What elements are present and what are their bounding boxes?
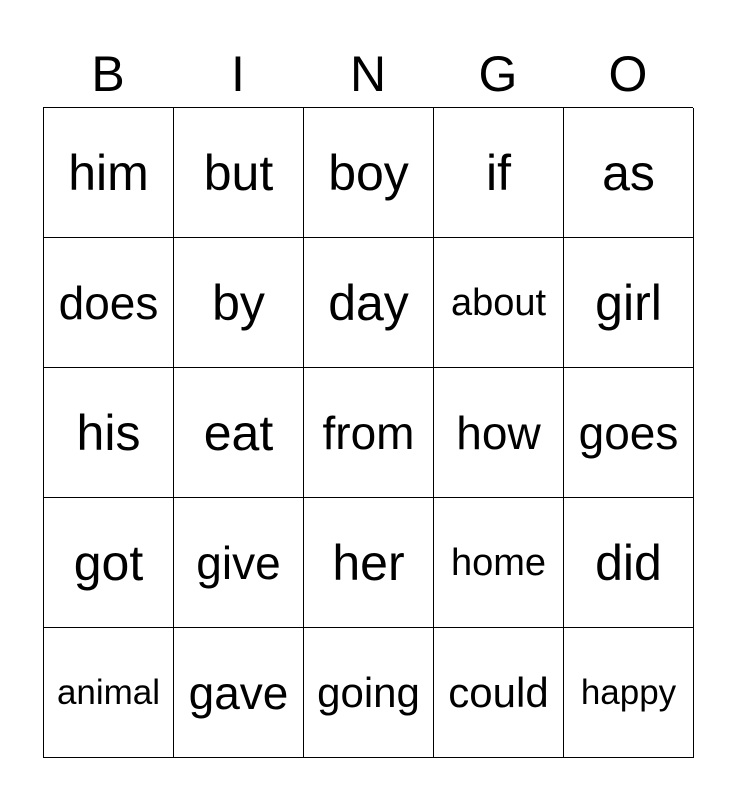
bingo-cell-r5-c1[interactable]: animal [44, 628, 174, 758]
bingo-cell-r3-c5[interactable]: goes [564, 368, 694, 498]
bingo-cell-r5-c3[interactable]: going [304, 628, 434, 758]
bingo-cell-r2-c1[interactable]: does [44, 238, 174, 368]
bingo-cell-r3-c2[interactable]: eat [174, 368, 304, 498]
bingo-cell-r4-c3[interactable]: her [304, 498, 434, 628]
bingo-cell-r5-c5[interactable]: happy [564, 628, 694, 758]
header-letter-i: I [231, 45, 245, 102]
bingo-cell-r1-c5[interactable]: as [564, 108, 694, 238]
bingo-cell-r3-c3[interactable]: from [304, 368, 434, 498]
bingo-cell-r2-c2[interactable]: by [174, 238, 304, 368]
bingo-cell-r3-c4[interactable]: how [434, 368, 564, 498]
header-letter-o: O [608, 45, 648, 102]
bingo-header [43, 40, 693, 107]
bingo-cell-r4-c2[interactable]: give [174, 498, 304, 628]
bingo-cell-r5-c2[interactable]: gave [174, 628, 304, 758]
bingo-cell-r1-c1[interactable]: him [44, 108, 174, 238]
bingo-cell-r2-c4[interactable]: about [434, 238, 564, 368]
bingo-cell-r4-c5[interactable]: did [564, 498, 694, 628]
header-letter-b: B [91, 45, 125, 102]
bingo-cell-r1-c4[interactable]: if [434, 108, 564, 238]
bingo-cell-r2-c5[interactable]: girl [564, 238, 694, 368]
bingo-cell-r4-c1[interactable]: got [44, 498, 174, 628]
bingo-cell-r4-c4[interactable]: home [434, 498, 564, 628]
bingo-cell-r1-c3[interactable]: boy [304, 108, 434, 238]
bingo-grid [43, 107, 693, 758]
bingo-cell-r2-c3[interactable]: day [304, 238, 434, 368]
bingo-cell-r1-c2[interactable]: but [174, 108, 304, 238]
header-letter-g: G [478, 45, 518, 102]
header-letter-n: N [349, 45, 387, 102]
bingo-cell-r3-c1[interactable]: his [44, 368, 174, 498]
bingo-card [43, 40, 693, 758]
bingo-cell-r5-c4[interactable]: could [434, 628, 564, 758]
